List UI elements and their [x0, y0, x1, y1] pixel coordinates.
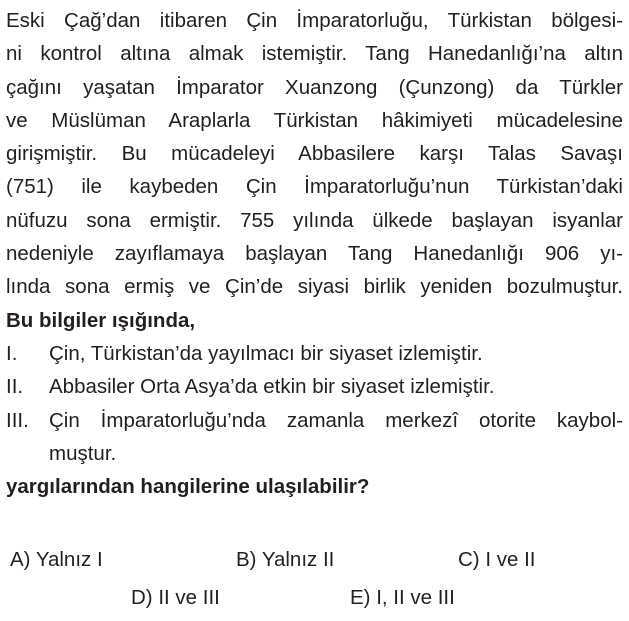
question-block	[6, 0, 623, 503]
statement-number: III.	[6, 408, 29, 432]
passage-line: lında sona ermiş ve Çin’de siyasi birlik yeniden bozulmuştur.	[6, 275, 623, 299]
answer-options	[0, 545, 629, 621]
passage-line: Eski Çağ’dan itibaren Çin İmparatorluğu, Türkistan bölgesi-	[6, 9, 623, 32]
passage-line: ve Müslüman Araplarla Türkistan hâkimiyeti mücadelesine	[6, 108, 623, 132]
option-a[interactable]: A) Yalnız I	[10, 548, 103, 571]
passage-line: nedeniyle zayıflamaya başlayan Tang Hanedanlığı 906 yı-	[6, 242, 623, 266]
question-intro: Bu bilgiler ışığında,	[6, 308, 196, 332]
option-b[interactable]: B) Yalnız II	[236, 548, 335, 571]
passage	[6, 0, 623, 503]
option-e[interactable]: E) I, II ve III	[350, 586, 455, 609]
passage-line: nüfuzu sona ermiştir. 755 yılında ülkede başlayan isyanlar	[6, 208, 623, 232]
statement-3	[6, 404, 623, 471]
passage-line: (751) ile kaybeden Çin İmparatorluğu’nun Türkistan’daki	[6, 175, 623, 199]
passage-line: girişmiştir. Bu mücadeleyi Abbasilere karşı Talas Savaşı	[6, 142, 623, 166]
option-d[interactable]: D) II ve III	[131, 586, 220, 609]
passage-line: ni kontrol altına almak istemiştir. Tang Hanedanlığı’na altın	[6, 42, 623, 66]
question-prompt: yargılarından hangilerine ulaşılabilir?	[6, 475, 370, 499]
statement-number: II.	[6, 375, 24, 399]
statement-1	[6, 337, 623, 370]
statement-text: Çin, Türkistan’da yayılmacı bir siyaset izlemiştir.	[49, 341, 483, 365]
statement-text: Abbasiler Orta Asya’da etkin bir siyaset izlemiştir.	[49, 375, 495, 399]
statement-text: Çin İmparatorluğu’nda zamanla merkezî otorite kaybol-	[49, 408, 623, 432]
statement-text-continued: muştur.	[49, 441, 117, 465]
statement-2	[6, 370, 623, 403]
passage-line: çağını yaşatan İmparator Xuanzong (Çunzong) da Türkler	[6, 75, 623, 99]
option-c[interactable]: C) I ve II	[458, 548, 536, 571]
statement-number: I.	[6, 341, 18, 365]
